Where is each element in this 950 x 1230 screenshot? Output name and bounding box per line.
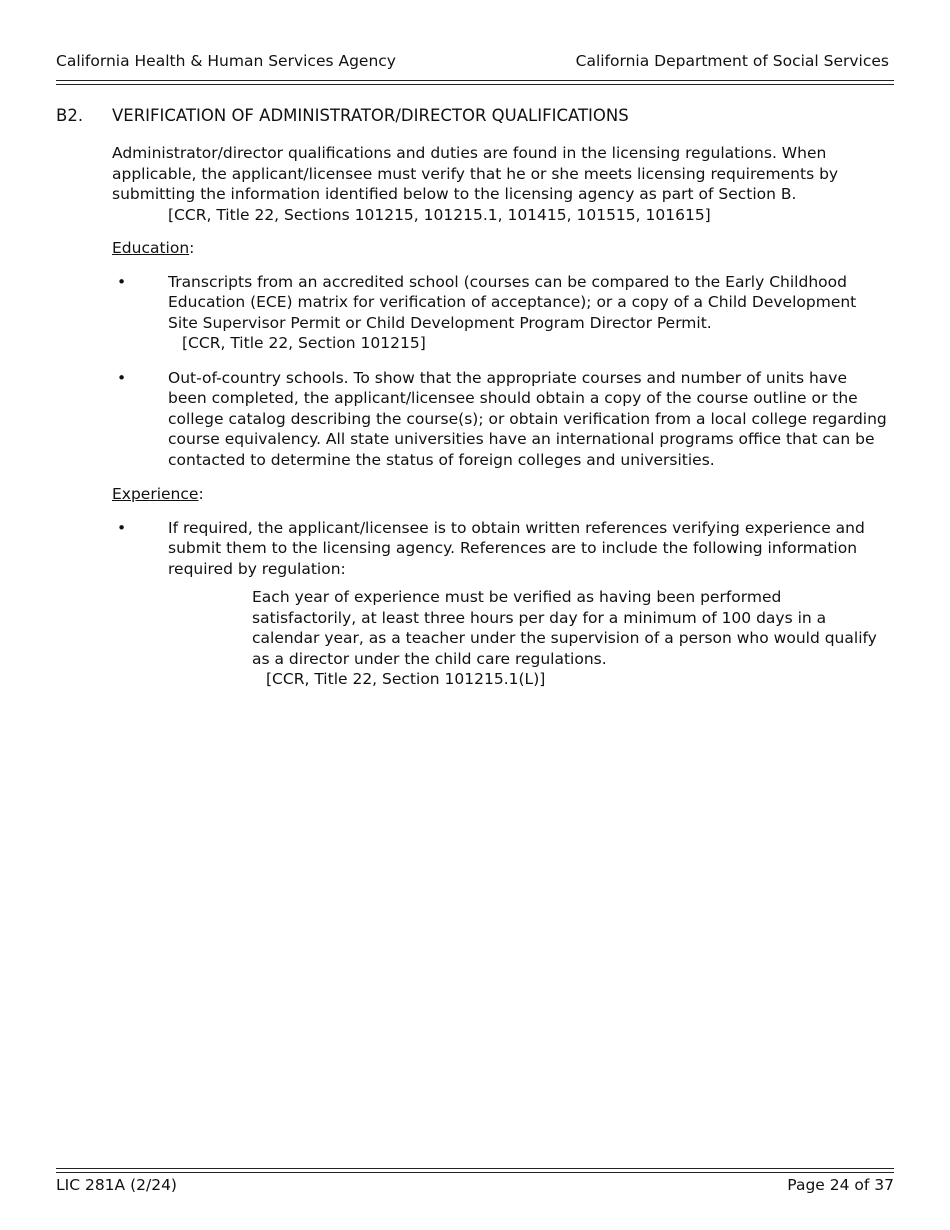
footer-rule [56, 1168, 894, 1173]
department-name: California Department of Social Services [575, 52, 889, 70]
list-item-text: Out-of-country schools. To show that the appropriate courses and number of units have been completed, the applicant/licensee should obtain a copy of the course outline or the college catalog describing the course(s); or obtain verification from a local college regarding course equivalency. All state universities have an international programs office that can be contacted to determine the status of foreign colleges and universities. [168, 368, 887, 469]
page-number: Page 24 of 37 [787, 1176, 894, 1194]
bullet-icon: • [117, 272, 127, 291]
intro-paragraph: Administrator/director qualifications and duties are found in the licensing regulations. When applicable, the applicant/licensee must verify that he or she meets licensing requirements by submitting the information identified below to the licensing agency as part of Section B. [112, 144, 839, 203]
section-number: B2. [56, 106, 84, 125]
regulation-quote [252, 587, 890, 690]
section-title: VERIFICATION OF ADMINISTRATOR/DIRECTOR QUALIFICATIONS [112, 106, 629, 125]
agency-name: California Health & Human Services Agency [56, 52, 396, 70]
list-item-text: If required, the applicant/licensee is to obtain written references verifying experience and submit them to the licensing agency. References are to include the following information required by regulation: [168, 518, 865, 578]
intro-citation: [CCR, Title 22, Sections 101215, 101215.1, 101415, 101515, 101615] [168, 205, 711, 224]
section-heading [56, 106, 629, 125]
list-item [112, 368, 890, 471]
bullet-icon: • [117, 368, 127, 387]
page-footer [56, 1176, 894, 1198]
bullet-icon: • [117, 518, 127, 537]
section-content [112, 143, 890, 704]
experience-heading-label: Experience [112, 485, 199, 503]
list-item-text: Transcripts from an accredited school (courses can be compared to the Early Childhood Education (ECE) matrix for verification of acceptance); or a copy of a Child Development Site Supervisor Permit or Child Development Program Director Permit. [168, 272, 857, 332]
header-rule [56, 80, 894, 85]
quote-citation: [CCR, Title 22, Section 101215.1(L)] [266, 670, 546, 688]
quote-text: Each year of experience must be verified as having been performed satisfactorily, at least three hours per day for a minimum of 100 days in a calendar year, as a teacher under the supervision of a person who would qualify as a director under the child care regulations. [252, 588, 877, 668]
list-item [112, 518, 890, 690]
list-item [112, 272, 890, 354]
form-id: LIC 281A (2/24) [56, 1176, 177, 1194]
list-item-citation: [CCR, Title 22, Section 101215] [182, 334, 426, 352]
page-header [56, 52, 894, 74]
experience-heading: Experience: [112, 485, 204, 503]
education-heading: Education: [112, 239, 195, 257]
education-heading-label: Education [112, 239, 190, 257]
